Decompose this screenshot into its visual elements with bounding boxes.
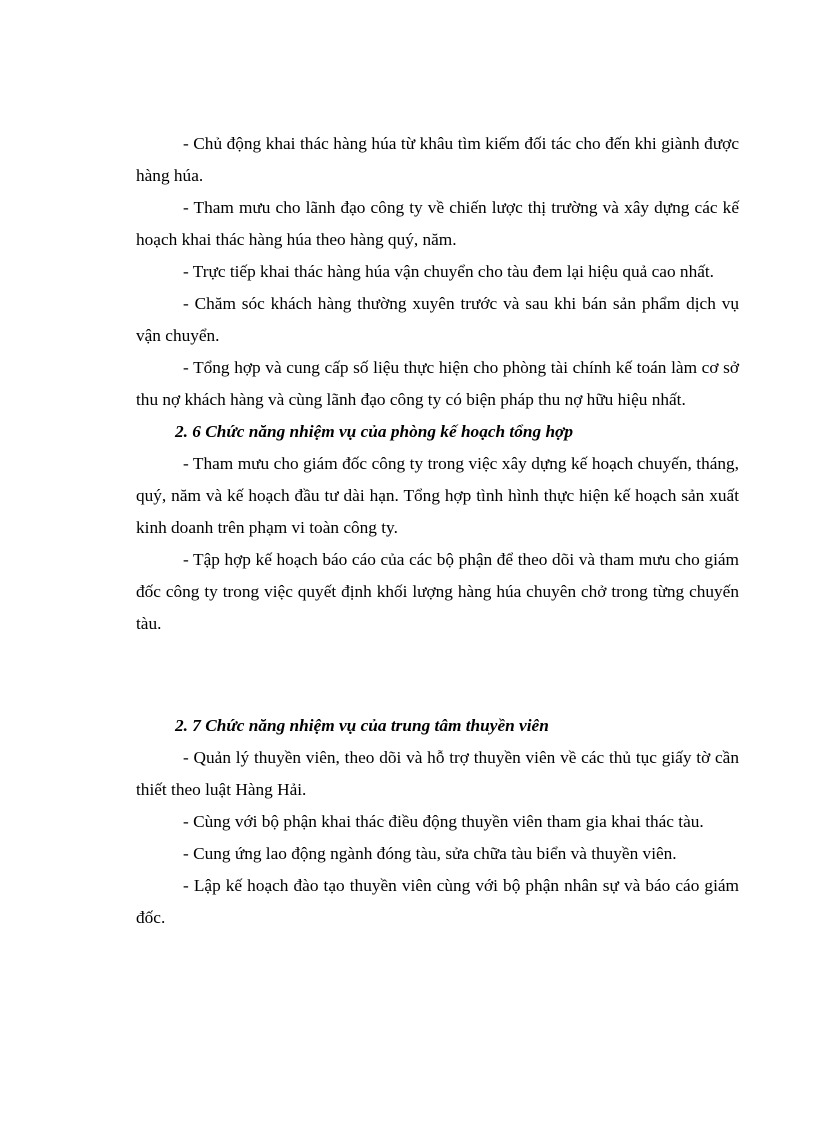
duty-paragraph: - Cùng với bộ phận khai thác điều động thuyền viên tham gia khai thác tàu.: [183, 812, 704, 831]
duty-paragraph: - Tham mưu cho lãnh đạo công ty về chiến lược thị trường và xây dựng các kế hoạch khai thác hàng húa theo hàng quý, năm.: [136, 198, 739, 249]
duty-paragraph: - Lập kế hoạch đào tạo thuyền viên cùng với bộ phận nhân sự và báo cáo giám đốc.: [136, 876, 739, 927]
section-2-6-list: [136, 448, 739, 640]
duty-paragraph: - Chăm sóc khách hàng thường xuyên trước và sau khi bán sản phẩm dịch vụ vận chuyển.: [136, 294, 739, 345]
section-2-7-list: [136, 742, 739, 934]
duties-list-top: [136, 128, 739, 416]
duty-paragraph: - Trực tiếp khai thác hàng húa vận chuyển cho tàu đem lại hiệu quả cao nhất.: [183, 262, 715, 281]
duty-paragraph: - Tập hợp kế hoạch báo cáo của các bộ phận để theo dõi và tham mưu cho giám đốc công ty trong việc quyết định khối lượng hàng húa chuyên chở trong từng chuyến tàu.: [136, 550, 739, 633]
document-page: [136, 128, 739, 934]
duty-paragraph: - Chủ động khai thác hàng húa từ khâu tìm kiếm đối tác cho đến khi giành được hàng húa.: [136, 134, 739, 185]
duty-paragraph: - Tổng hợp và cung cấp số liệu thực hiện cho phòng tài chính kế toán làm cơ sở thu nợ khách hàng và cùng lãnh đạo công ty có biện pháp thu nợ hữu hiệu nhất.: [136, 358, 739, 409]
section-heading-2-7: 2. 7 Chức năng nhiệm vụ của trung tâm thuyền viên: [175, 716, 549, 735]
section-heading-2-6: 2. 6 Chức năng nhiệm vụ của phòng kế hoạch tổng hợp: [175, 422, 573, 441]
duty-paragraph: - Quản lý thuyền viên, theo dõi và hỗ trợ thuyền viên về các thủ tục giấy tờ cần thiết theo luật Hàng Hải.: [136, 748, 739, 799]
section-spacer: [136, 640, 739, 710]
duty-paragraph: - Cung ứng lao động ngành đóng tàu, sửa chữa tàu biển và thuyền viên.: [183, 844, 677, 863]
duty-paragraph: - Tham mưu cho giám đốc công ty trong việc xây dựng kế hoạch chuyến, tháng, quý, năm và kế hoạch đầu tư dài hạn. Tổng hợp tình hình thực hiện kế hoạch sản xuất kinh doanh trên phạm vi toàn công ty.: [136, 454, 739, 537]
